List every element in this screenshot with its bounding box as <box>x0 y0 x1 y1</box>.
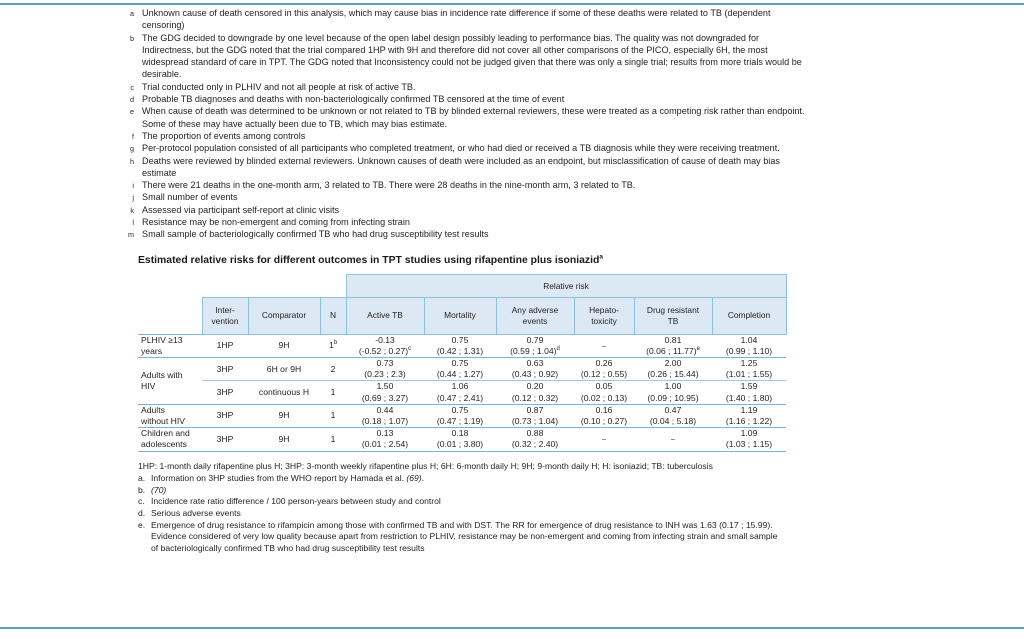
column-header-drug-resistant-tb-line2: TB <box>667 315 679 326</box>
row-adverse-events-point: 0.87 <box>526 404 544 415</box>
footnote-marker: j <box>132 193 134 203</box>
row-population-label <box>138 404 202 427</box>
footnote-row <box>112 142 812 154</box>
column-header-hepatotoxicity <box>574 297 634 334</box>
footnote-row <box>112 216 812 228</box>
note-text-main: Emergence of drug resistance to rifampicin among those with confirmed TB and with DST. The RR for emergence of drug resistance to INH was 1.63 (0.17 ; 15.99). Evidence considered of very low quality because apart from restriction to PLHIV, resistance may be non-emergent and coming from infecting strain and small sample of bacteriologically confirmed TB who had drug susceptibility test results <box>151 519 778 553</box>
note-item <box>138 508 786 520</box>
column-header-adverse-events-line2: events <box>522 315 548 326</box>
column-header-intervention-line1: Inter- <box>215 304 235 315</box>
row-n-value: 2 <box>330 363 336 374</box>
row-active-tb-point: -0.13 <box>375 334 395 345</box>
row-active-tb <box>346 428 424 451</box>
row-population-line1: Children and <box>141 428 190 439</box>
row-completion <box>712 404 786 427</box>
row-completion-point: 1.59 <box>740 381 758 392</box>
row-drug-resistant-tb-superscript: e <box>696 345 700 352</box>
footnote-text: There were 21 deaths in the one-month arm, 3 related to TB. There were 28 deaths in the nine-month arm, 3 related to TB. <box>142 180 636 191</box>
note-text-reference: (70) <box>151 484 167 495</box>
row-comparator: continuous H <box>248 381 320 404</box>
footnote-row <box>112 32 812 81</box>
footnote-marker: i <box>132 181 134 191</box>
row-intervention: 1HP <box>202 334 248 357</box>
row-adverse-events-point: 0.79 <box>526 334 544 345</box>
note-text-reference: (69) <box>406 473 422 484</box>
row-hepatotoxicity-point: 0.05 <box>595 381 613 392</box>
column-header-adverse-events <box>496 297 574 334</box>
row-completion-ci: (1.40 ; 1.80) <box>725 392 773 403</box>
footnote-marker: m <box>128 230 134 240</box>
row-completion <box>712 428 786 451</box>
footnote-row <box>112 179 812 191</box>
note-marker: c. <box>138 496 145 507</box>
row-n <box>320 358 346 381</box>
row-mortality <box>424 404 496 427</box>
row-hepatotoxicity-empty: – <box>602 436 606 444</box>
row-adverse-events-point: 0.88 <box>526 428 544 439</box>
row-mortality <box>424 358 496 381</box>
row-mortality <box>424 428 496 451</box>
footnote-marker: g <box>130 144 134 154</box>
footnote-marker: d <box>130 95 134 105</box>
note-text <box>151 496 786 508</box>
table-title-superscript: a <box>599 253 603 261</box>
row-n-superscript: b <box>333 340 338 347</box>
row-drug-resistant-tb-point: 0.81 <box>664 334 682 345</box>
footnote-row <box>112 7 812 32</box>
note-text <box>151 508 786 520</box>
group-header-spacer-3 <box>248 274 320 297</box>
row-completion <box>712 358 786 381</box>
footnote-marker: b <box>130 33 134 43</box>
row-adverse-events-ci: (0.73 ; 1.04) <box>511 416 559 427</box>
row-mortality-ci: (0.44 ; 1.27) <box>436 369 484 380</box>
row-population-label <box>138 358 202 405</box>
row-population-line1: Adults <box>141 404 165 415</box>
row-population-line2: without HIV <box>141 416 185 427</box>
note-text-main: Serious adverse events <box>151 508 241 519</box>
note-text <box>151 485 786 497</box>
row-active-tb-superscript: c <box>408 345 412 352</box>
row-drug-resistant-tb <box>634 334 712 357</box>
table-row <box>138 404 786 427</box>
row-adverse-events-ci: (0.12 ; 0.32) <box>511 392 559 403</box>
footnote-marker: h <box>130 156 134 166</box>
row-n-value: 1 <box>330 433 336 444</box>
row-drug-resistant-tb-ci: (0.09 ; 10.95) <box>647 392 699 403</box>
footnote-text: When cause of death was determined to be unknown or not related to TB by blinded external reviewers, these were treated as a competing risk rather than endpoint. Some of these may have actually been due to TB, which may bias estimate. <box>142 106 805 129</box>
row-completion <box>712 334 786 357</box>
row-completion-ci: (0.99 ; 1.10) <box>725 345 773 356</box>
row-drug-resistant-tb <box>634 358 712 381</box>
row-population-label <box>138 334 202 357</box>
table-body <box>138 334 786 451</box>
column-header-completion: Completion <box>712 297 786 334</box>
column-header-active-tb: Active TB <box>346 297 424 334</box>
row-mortality-point: 0.18 <box>451 428 469 439</box>
row-completion <box>712 381 786 404</box>
row-active-tb <box>346 334 424 357</box>
row-hepatotoxicity <box>574 428 634 451</box>
row-adverse-events-ci: (0.32 ; 2.40) <box>511 439 559 450</box>
column-header-drug-resistant-tb <box>634 297 712 334</box>
footnote-text: The proportion of events among controls <box>142 130 306 141</box>
top-rule <box>0 3 1024 5</box>
page-content <box>112 7 812 554</box>
footnote-marker: e <box>130 107 134 117</box>
row-hepatotoxicity-ci: (0.12 ; 0.55) <box>580 369 628 380</box>
row-adverse-events <box>496 358 574 381</box>
footnote-text: Per-protocol population consisted of all participants who completed treatment, or who had died or received a TB diagnosis while they were receiving treatment. <box>142 143 780 154</box>
note-text <box>151 520 786 555</box>
group-header-spacer-1 <box>138 274 202 297</box>
footnote-text: Probable TB diagnoses and deaths with non-bacteriologically confirmed TB censored at the time of event <box>142 94 565 105</box>
row-adverse-events-ci: (0.59 ; 1.04) <box>510 345 557 356</box>
note-item <box>138 473 786 485</box>
note-text <box>151 473 786 485</box>
row-adverse-events <box>496 404 574 427</box>
row-active-tb-point: 0.44 <box>376 404 394 415</box>
column-header-hepatotoxicity-line1: Hepato- <box>589 304 619 315</box>
footnote-text: Unknown cause of death censored in this analysis, which may cause bias in incidence rate difference if some of these deaths were related to TB (dependent censoring) <box>142 8 771 31</box>
row-population-line1: Adults with <box>141 369 183 380</box>
column-header-hepatotoxicity-line2: toxicity <box>591 315 617 326</box>
row-adverse-events <box>496 381 574 404</box>
group-header-relative-risk: Relative risk <box>346 274 786 297</box>
column-header-population <box>138 297 202 334</box>
table-notes <box>138 461 786 555</box>
row-mortality <box>424 334 496 357</box>
row-population-line2: adolescents <box>141 439 187 450</box>
abbreviation-note: 1HP: 1-month daily rifapentine plus H; 3HP: 3-month weekly rifapentine plus H; 6H: 6-month daily H; 9H; 9-month daily H; H: isoniazid; TB: tuberculosis <box>138 460 713 471</box>
row-drug-resistant-tb-point: 0.47 <box>664 404 682 415</box>
group-header-spacer-4 <box>320 274 346 297</box>
note-text-tail: . <box>421 473 425 484</box>
row-adverse-events <box>496 334 574 357</box>
row-hepatotoxicity-point: 0.16 <box>595 404 613 415</box>
row-comparator: 9H <box>248 334 320 357</box>
row-hepatotoxicity <box>574 404 634 427</box>
row-n <box>320 334 346 357</box>
footnote-row <box>112 204 812 216</box>
footnote-text: The GDG decided to downgrade by one level because of the open label design possibly leading to performance bias. The quality was not downgraded for Indirectness, but the GDG noted that the trial compared 1HP with 9H and therefore did not cover all other comparisons of the PICO, especially 6H, the most widespread standard of care in TPT. The GDG noted that Inconsistency could not be judged given that there was only a single trial; results from more trials would be desirable. <box>142 32 802 80</box>
note-marker: a. <box>138 473 146 484</box>
bottom-rule <box>0 627 1024 629</box>
row-hepatotoxicity <box>574 381 634 404</box>
row-drug-resistant-tb-empty: – <box>671 436 675 444</box>
row-comparator: 9H <box>248 404 320 427</box>
note-item <box>138 496 786 508</box>
footnote-text: Small number of events <box>142 192 238 203</box>
row-comparator: 6H or 9H <box>248 358 320 381</box>
row-n <box>320 381 346 404</box>
row-mortality <box>424 381 496 404</box>
row-mortality-ci: (0.47 ; 1.19) <box>436 416 484 427</box>
row-hepatotoxicity-empty: – <box>602 342 606 350</box>
row-mortality-point: 0.75 <box>451 358 469 369</box>
row-n-value: 1 <box>330 387 336 398</box>
footnote-row <box>112 93 812 105</box>
row-mortality-point: 1.06 <box>451 381 469 392</box>
row-drug-resistant-tb-point: 1.00 <box>664 381 682 392</box>
row-intervention: 3HP <box>202 358 248 381</box>
table-row <box>138 358 786 381</box>
column-header-drug-resistant-tb-line1: Drug resistant <box>646 304 700 315</box>
row-active-tb-point: 0.13 <box>376 428 394 439</box>
column-header-n: N <box>320 297 346 334</box>
footnote-row <box>112 81 812 93</box>
row-active-tb-point: 0.73 <box>376 358 394 369</box>
row-n <box>320 404 346 427</box>
row-drug-resistant-tb-ci: (0.06 ; 11.77) <box>646 345 697 356</box>
row-drug-resistant-tb-point: 2.00 <box>664 358 682 369</box>
row-mortality-ci: (0.01 ; 3.80) <box>436 439 484 450</box>
row-adverse-events-superscript: d <box>556 345 560 352</box>
row-active-tb <box>346 404 424 427</box>
row-hepatotoxicity <box>574 358 634 381</box>
note-marker: d. <box>138 508 146 519</box>
row-adverse-events-ci: (0.43 ; 0.92) <box>511 369 559 380</box>
footnote-text: Resistance may be non-emergent and coming from infecting strain <box>142 217 410 228</box>
row-active-tb-ci: (0.23 ; 2.3) <box>364 369 406 380</box>
relative-risk-table-wrapper <box>138 274 786 452</box>
row-adverse-events-point: 0.20 <box>526 381 544 392</box>
note-item-list <box>138 473 786 554</box>
row-mortality-point: 0.75 <box>451 404 469 415</box>
footnote-row <box>112 105 812 130</box>
row-hepatotoxicity <box>574 334 634 357</box>
row-hepatotoxicity-ci: (0.02 ; 0.13) <box>580 392 628 403</box>
row-drug-resistant-tb <box>634 404 712 427</box>
row-mortality-ci: (0.47 ; 2.41) <box>436 392 484 403</box>
row-active-tb-point: 1.50 <box>376 381 394 392</box>
footnote-marker: c <box>130 82 134 92</box>
note-text-main: Information on 3HP studies from the WHO report by Hamada et al. <box>151 473 407 484</box>
table-group-header-row <box>138 274 786 297</box>
row-active-tb-ci: (0.69 ; 3.27) <box>361 392 409 403</box>
note-marker: e. <box>138 519 146 530</box>
group-header-spacer-2 <box>202 274 248 297</box>
row-active-tb <box>346 358 424 381</box>
column-header-intervention-line2: vention <box>211 315 239 326</box>
row-hepatotoxicity-ci: (0.10 ; 0.27) <box>580 416 628 427</box>
table-row <box>138 428 786 451</box>
footnote-row <box>112 191 812 203</box>
column-header-comparator: Comparator <box>248 297 320 334</box>
note-marker: b. <box>138 484 146 495</box>
footnote-marker: a <box>130 9 134 18</box>
footnote-row <box>112 228 812 240</box>
row-completion-point: 1.25 <box>740 358 758 369</box>
table-column-header-row <box>138 297 786 334</box>
footnote-row <box>112 130 812 142</box>
row-active-tb-ci: (0.01 ; 2.54) <box>361 439 409 450</box>
row-n-value: 1 <box>330 410 336 421</box>
row-active-tb-ci: (-0.52 ; 0.27) <box>358 345 409 356</box>
row-completion-ci: (1.16 ; 1.22) <box>725 416 773 427</box>
row-mortality-point: 0.75 <box>451 334 469 345</box>
note-item <box>138 485 786 497</box>
row-intervention: 3HP <box>202 381 248 404</box>
row-completion-ci: (1.01 ; 1.55) <box>725 369 773 380</box>
footnote-text: Assessed via participant self-report at clinic visits <box>142 204 340 215</box>
row-active-tb <box>346 381 424 404</box>
row-n <box>320 428 346 451</box>
column-header-adverse-events-line1: Any adverse <box>511 304 559 315</box>
row-population-line2: years <box>141 345 163 356</box>
row-drug-resistant-tb <box>634 381 712 404</box>
table-row <box>138 334 786 357</box>
relative-risk-table <box>138 274 787 452</box>
row-population-line1: PLHIV ≥13 <box>141 334 183 345</box>
footnote-text: Deaths were reviewed by blinded external reviewers. Unknown causes of death were included as an endpoint, but misclassification of cause of death may bias estimate <box>142 155 780 178</box>
row-comparator: 9H <box>248 428 320 451</box>
row-adverse-events <box>496 428 574 451</box>
row-n-value: 1 <box>328 340 334 351</box>
row-active-tb-ci: (0.18 ; 1.07) <box>361 416 409 427</box>
row-mortality-ci: (0.42 ; 1.31) <box>436 345 484 356</box>
row-drug-resistant-tb-ci: (0.26 ; 15.44) <box>647 369 699 380</box>
row-completion-ci: (1.03 ; 1.15) <box>725 439 773 450</box>
note-item <box>138 520 786 555</box>
footnote-text: Trial conducted only in PLHIV and not all people at risk of active TB. <box>142 81 416 92</box>
row-completion-point: 1.04 <box>740 334 758 345</box>
footnote-marker: l <box>132 218 134 228</box>
row-intervention: 3HP <box>202 428 248 451</box>
table-head <box>138 274 786 334</box>
row-adverse-events-point: 0.63 <box>526 358 544 369</box>
footnote-marker: f <box>132 131 134 141</box>
row-completion-point: 1.19 <box>740 404 758 415</box>
row-drug-resistant-tb <box>634 428 712 451</box>
row-population-label <box>138 428 202 451</box>
row-drug-resistant-tb-ci: (0.04 ; 5.18) <box>649 416 697 427</box>
column-header-mortality: Mortality <box>424 297 496 334</box>
note-text-main: Incidence rate ratio difference / 100 person-years between study and control <box>151 496 441 507</box>
table-title-text: Estimated relative risks for different outcomes in TPT studies using rifapentine plus isoniazid <box>138 254 600 266</box>
column-header-intervention <box>202 297 248 334</box>
footnote-marker: k <box>130 205 134 215</box>
row-hepatotoxicity-point: 0.26 <box>595 358 613 369</box>
table-row <box>138 381 786 404</box>
footnote-text: Small sample of bacteriologically confirmed TB who had drug susceptibility test results <box>142 229 489 240</box>
footnote-row <box>112 155 812 180</box>
row-intervention: 3HP <box>202 404 248 427</box>
footnote-list <box>112 7 812 241</box>
row-completion-point: 1.09 <box>740 428 758 439</box>
table-title <box>138 254 812 268</box>
row-population-line2: HIV <box>141 380 156 391</box>
